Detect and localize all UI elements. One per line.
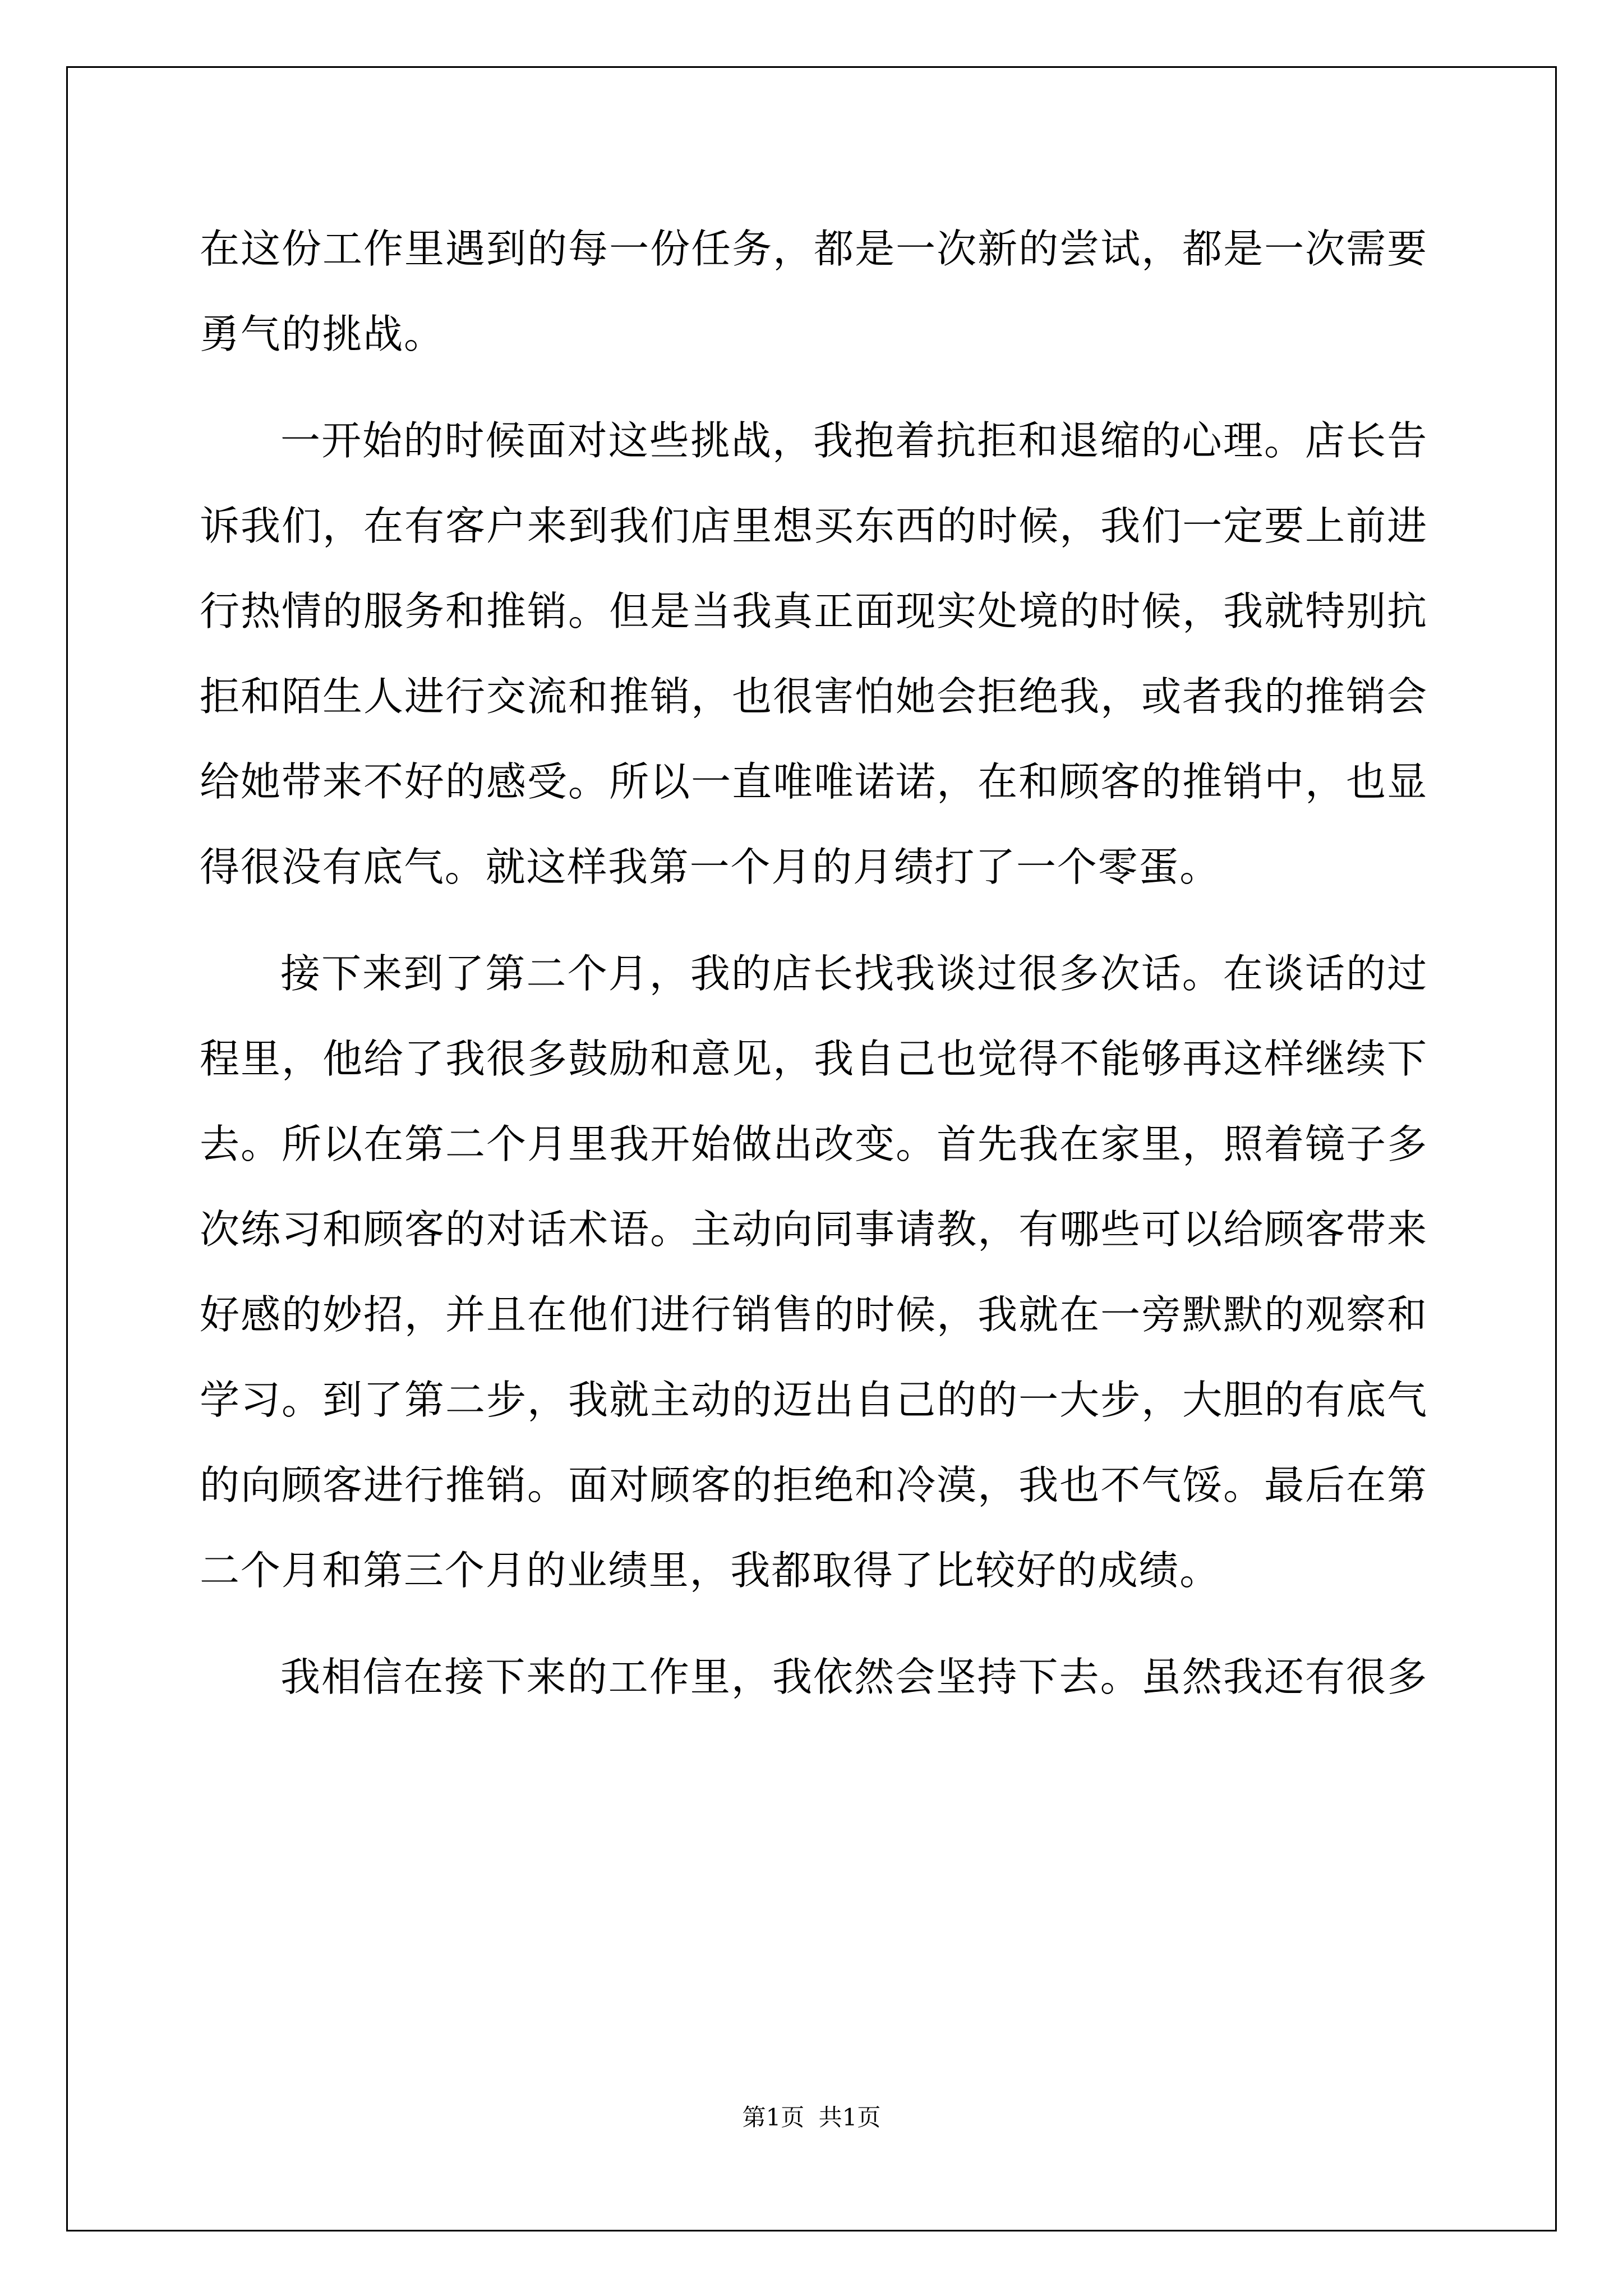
page-total: 共1页: [818, 2104, 881, 2131]
text-line: 一开始的时候面对这些挑战，我抱着抗拒和退缩的心理。店长告: [280, 417, 1428, 464]
paragraph: [200, 398, 1428, 910]
paragraph: [200, 931, 1428, 1613]
text-line: 行热情的服务和推销。但是当我真正面现实处境的时候，我就特别抗: [200, 588, 1428, 634]
text-line: 勇气的挑战。: [200, 311, 445, 357]
text-line: 在这份工作里遇到的每一份任务，都是一次新的尝试，都是一次需要: [200, 226, 1428, 272]
text-line: 接下来到了第二个月，我的店长找我谈过很多次话。在谈话的过: [280, 950, 1428, 997]
text-line: 拒和陌生人进行交流和推销，也很害怕她会拒绝我，或者我的推销会: [200, 673, 1428, 720]
text-line: 给她带来不好的感受。所以一直唯唯诺诺，在和顾客的推销中，也显: [200, 758, 1428, 805]
text-line: 学习。到了第二步，我就主动的迈出自己的的一大步，大胆的有底气: [200, 1377, 1428, 1423]
text-line: 我相信在接下来的工作里，我依然会坚持下去。虽然我还有很多: [280, 1654, 1428, 1700]
paragraph: [200, 1635, 1428, 1720]
page-number: 第1页: [742, 2104, 805, 2131]
text-line: 诉我们，在有客户来到我们店里想买东西的时候，我们一定要上前进: [200, 503, 1428, 549]
text-line: 次练习和顾客的对话术语。主动向同事请教，有哪些可以给顾客带来: [200, 1206, 1428, 1253]
text-line: 二个月和第三个月的业绩里，我都取得了比较好的成绩。: [200, 1547, 1221, 1594]
text-line: 程里，他给了我很多鼓励和意见，我自己也觉得不能够再这样继续下: [200, 1036, 1428, 1082]
text-line: 得很没有底气。就这样我第一个月的月绩打了一个零蛋。: [200, 844, 1221, 890]
document-body: [200, 206, 1428, 1741]
text-line: 的向顾客进行推销。面对顾客的拒绝和冷漠，我也不气馁。最后在第: [200, 1462, 1428, 1508]
text-line: 好感的妙招，并且在他们进行销售的时候，我就在一旁默默的观察和: [200, 1291, 1428, 1338]
paragraph: [200, 206, 1428, 377]
text-line: 去。所以在第二个月里我开始做出改变。首先我在家里，照着镜子多: [200, 1121, 1428, 1167]
page-footer: [0, 2099, 1623, 2133]
